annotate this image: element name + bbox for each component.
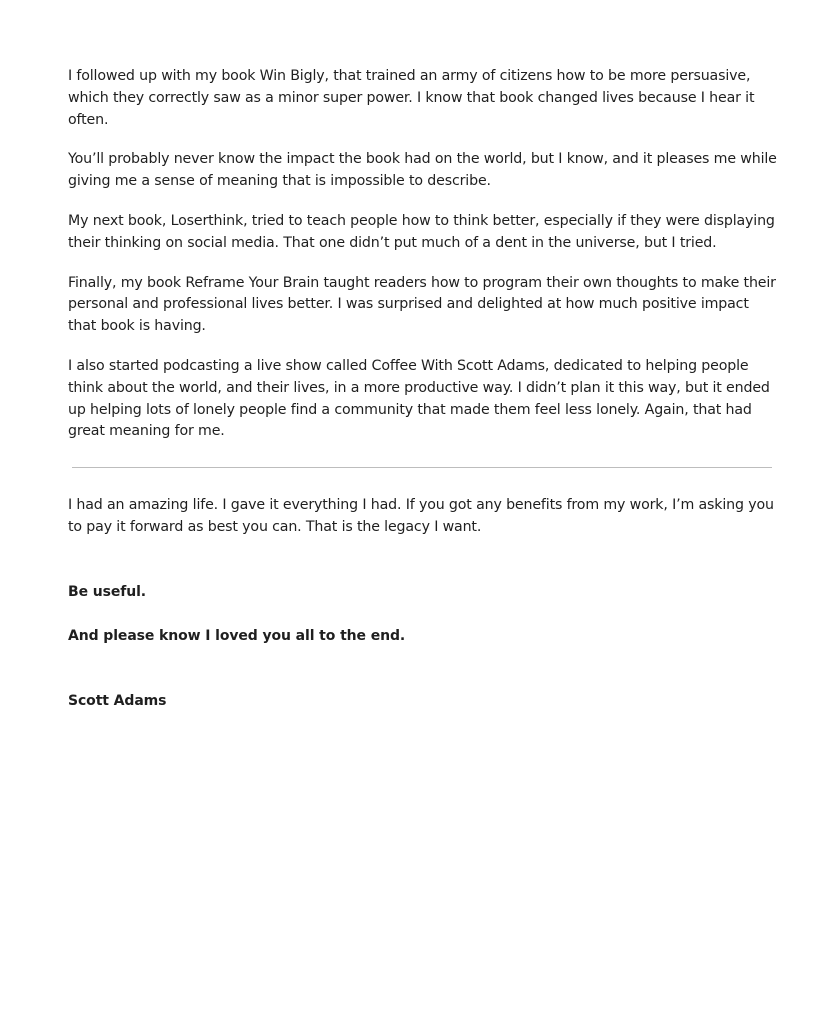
love-line: And please know I loved you all to the end. [68,627,406,644]
paragraph-loserthink: My next book, Loserthink, tried to teach people how to think better, especially if they were displaying their thinking on social media. That one didn’t put much of a dent in the universe, but I tried. [68,212,775,251]
section-divider [72,467,772,468]
paragraph-coffee-with-scott-adams: I also started podcasting a live show called Coffee With Scott Adams, dedicated to helping people think about the world, and their lives, in a more productive way. I didn’t plan it this way, but it ended up helping lots of lonely people find a community that made them feel less lonely. Again, that had great meaning for me. [68,357,770,440]
be-useful-line: Be useful. [68,583,147,600]
paragraph-win-bigly: I followed up with my book Win Bigly, that trained an army of citizens how to be more persuasive, which they correctly saw as a minor super power. I know that book changed lives because I hear it often. [68,68,755,128]
paragraph-reframe-your-brain: Finally, my book Reframe Your Brain taught readers how to program their own thoughts to make their personal and professional lives better. I was surprised and delighted at how much positive impact that book is having. [68,274,776,335]
closing-paragraph: I had an amazing life. I gave it everything I had. If you got any benefits from my work, I’m asking you to pay it forward as best you can. That is the legacy I want. [68,497,774,535]
signature: Scott Adams [68,692,167,709]
paragraph-impact: You’ll probably never know the impact the book had on the world, but I know, and it pleases me while giving me a sense of meaning that is impossible to describe. [68,151,777,190]
